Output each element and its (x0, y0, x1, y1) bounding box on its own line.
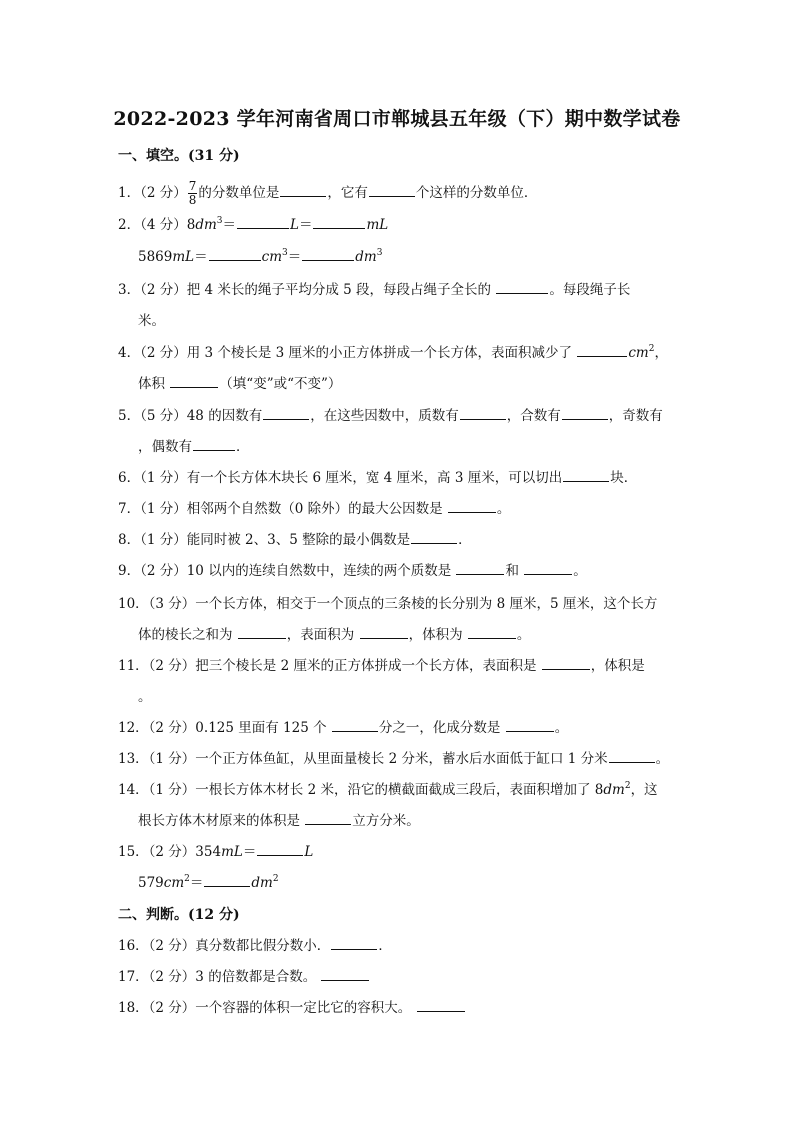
question-4: 4．（2 分）用 3 个棱长是 3 厘米的小正方体拼成一个长方体，表面积减少了 $cm^2$， (118, 344, 668, 361)
answer-blank[interactable] (238, 625, 286, 639)
answer-blank[interactable] (542, 656, 590, 670)
answer-blank[interactable] (468, 625, 516, 639)
answer-blank[interactable] (360, 625, 408, 639)
answer-blank[interactable] (609, 749, 655, 763)
question-1: 1．（2 分） $\frac{7}{8}$ 的分数单位是 ，它有 个这样的分数单位． (118, 179, 538, 207)
answer-blank[interactable] (448, 499, 496, 513)
answer-blank[interactable] (209, 247, 261, 261)
answer-blank[interactable] (417, 998, 465, 1012)
answer-blank[interactable] (204, 873, 250, 887)
question-11-line-2: 。 (138, 689, 152, 705)
answer-blank[interactable] (305, 811, 351, 825)
answer-blank[interactable] (563, 468, 609, 482)
answer-blank[interactable] (237, 215, 289, 229)
answer-blank[interactable] (321, 967, 369, 981)
question-17: 17．（2 分）3 的倍数都是合数。 (118, 967, 370, 987)
question-2-line-2: $5869mL= cm^3= dm^3$ (138, 248, 383, 265)
question-10-line-2: 体的棱长之和为 ，表面积为 ，体积为 。 (138, 627, 531, 643)
fraction-7-8: $\frac{7}{8}$ (188, 179, 197, 207)
answer-blank[interactable] (562, 406, 608, 420)
question-6: 6．（1 分）有一个长方体木块长 6 厘米，宽 4 厘米，高 3 厘米，可以切出 块． (118, 470, 638, 486)
question-3: 3．（2 分）把 4 米长的绳子平均分成 5 段，每段占绳子全长的 。每段绳子长 (118, 282, 631, 298)
question-10: 10．（3 分）一个长方体，相交于一个顶点的三条棱的长分别为 8 厘米，5 厘米，这个长方 (118, 596, 658, 612)
answer-blank[interactable] (263, 406, 309, 420)
answer-blank[interactable] (369, 183, 415, 197)
page-title: 2022-2023 学年河南省周口市郸城县五年级（下）期中数学试卷 (113, 108, 681, 130)
answer-blank[interactable] (280, 183, 326, 197)
answer-blank[interactable] (496, 280, 548, 294)
answer-blank[interactable] (313, 215, 365, 229)
question-16: 16．（2 分）真分数都比假分数小． ． (118, 938, 392, 954)
answer-blank[interactable] (577, 343, 627, 357)
question-2: 2．（4 分）$8dm^3= L=$ mL (118, 216, 389, 233)
question-14-line-2: 根长方体木材原来的体积是 立方分米。 (138, 813, 420, 829)
answer-blank[interactable] (170, 374, 218, 388)
answer-blank[interactable] (460, 406, 506, 420)
answer-blank[interactable] (193, 437, 235, 451)
answer-blank[interactable] (506, 718, 554, 732)
question-12: 12．（2 分）0.125 里面有 125 个 分之一，化成分数是 。 (118, 720, 569, 736)
answer-blank[interactable] (332, 718, 378, 732)
question-5-line-2: ，偶数有 ． (138, 439, 250, 455)
question-5: 5．（5 分）48 的因数有 ，在这些因数中，质数有 ，合数有 ，奇数有 (118, 408, 663, 424)
section-fill-in-heading: 一、填空。(31 分) (118, 148, 240, 164)
question-7: 7．（1 分）相邻两个自然数（0 除外）的最大公因数是 。 (118, 501, 511, 517)
question-15: 15．（2 分）354mL＝ L (118, 844, 314, 860)
question-3-line-2: 米。 (138, 313, 165, 329)
question-8: 8．（1 分）能同时被 2、3、5 整除的最小偶数是 ． (118, 532, 472, 548)
answer-blank[interactable] (302, 247, 354, 261)
question-18: 18．（2 分）一个容器的体积一定比它的容积大。 (118, 998, 466, 1018)
question-13: 13．（1 分）一个正方体鱼缸，从里面量棱长 2 分米，蓄水后水面低于缸口 1 分米 。 (118, 751, 670, 767)
question-15-line-2: $579cm^2= dm^2$ (138, 874, 279, 891)
answer-blank[interactable] (456, 561, 504, 575)
section-true-false-heading: 二、判断。(12 分) (118, 907, 240, 923)
answer-blank[interactable] (257, 842, 303, 856)
question-4-line-2: 体积 （填“变”或“不变”） (138, 376, 342, 392)
question-9: 9．（2 分）10 以内的连续自然数中，连续的两个质数是 和 。 (118, 563, 587, 579)
question-11: 11．（2 分）把三个棱长是 2 厘米的正方体拼成一个长方体，表面积是 ，体积是 (118, 658, 645, 674)
answer-blank[interactable] (524, 561, 572, 575)
question-14: 14．（1 分）一根长方体木材长 2 米，沿它的横截面截成三段后，表面积增加了 $8dm^2$，这 (118, 781, 658, 798)
answer-blank[interactable] (411, 530, 457, 544)
answer-blank[interactable] (331, 936, 377, 950)
